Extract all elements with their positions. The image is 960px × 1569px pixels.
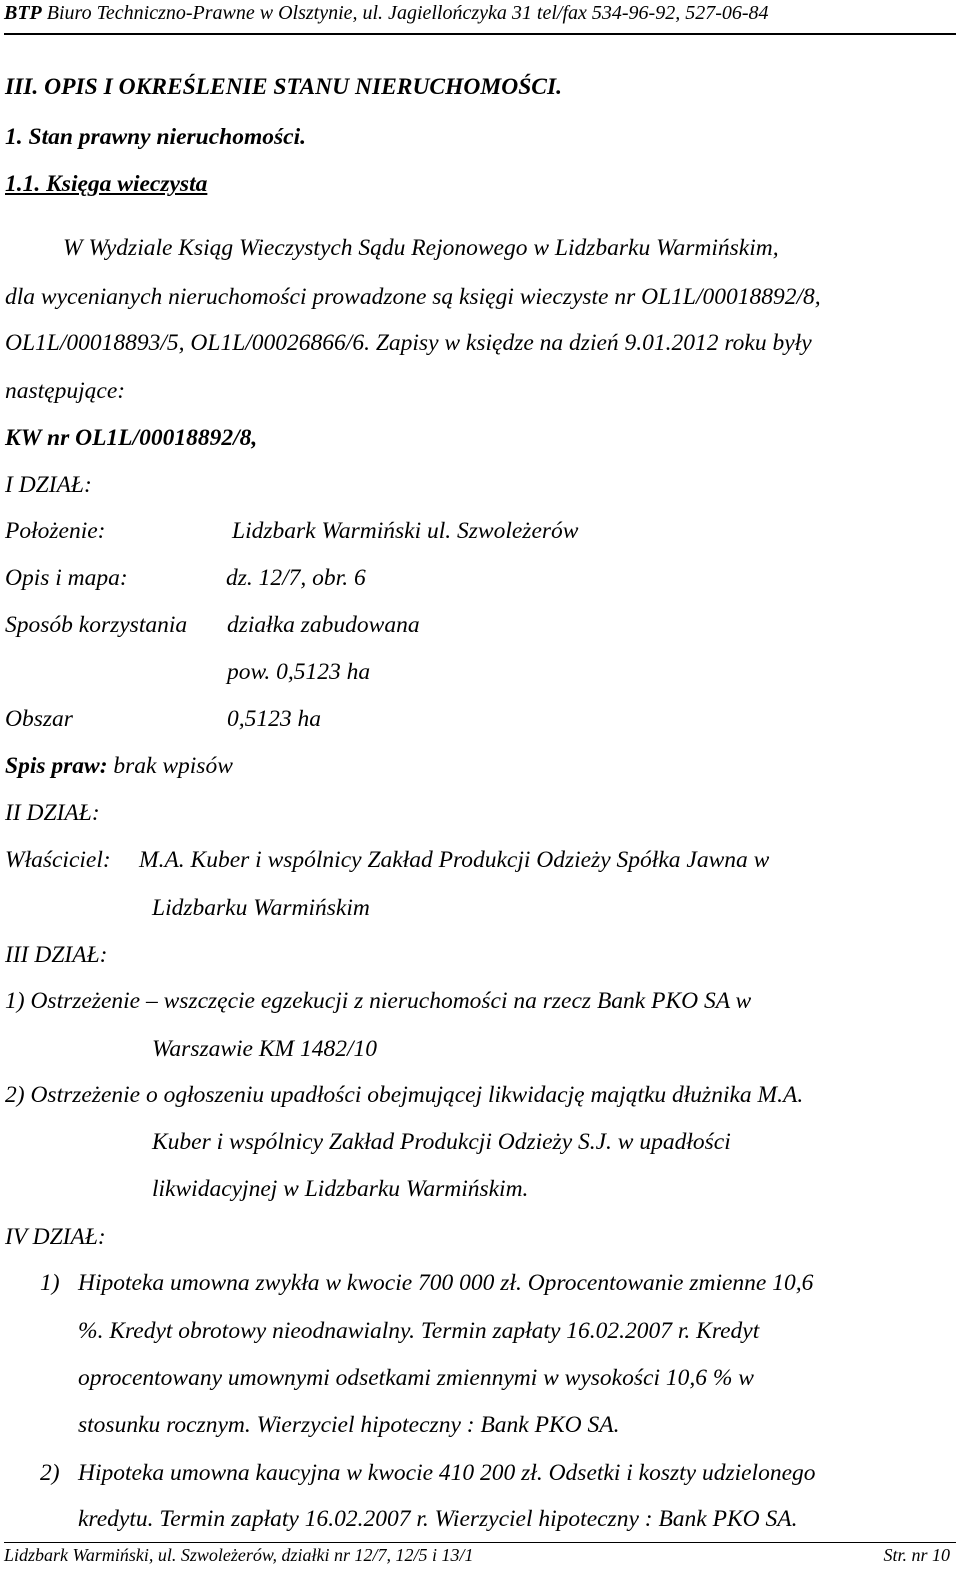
dzial3-title: III DZIAŁ: (5, 942, 108, 968)
kw-number: KW nr OL1L/00018892/8, (5, 425, 258, 451)
wlasciciel-line-1: M.A. Kuber i wspólnicy Zakład Produkcji Odzieży Spółka Jawna w (139, 847, 770, 873)
pow-value: pow. 0,5123 ha (227, 659, 371, 685)
dzial4-item1-line1: Hipoteka umowna zwykła w kwocie 700 000 zł. Oprocentowanie zmienne 10,6 (78, 1270, 814, 1296)
dzial4-item1-line2: %. Kredyt obrotowy nieodnawialny. Termin zapłaty 16.02.2007 r. Kredyt (78, 1318, 760, 1344)
dzial4-item2-line2: kredytu. Termin zapłaty 16.02.2007 r. Wierzyciel hipoteczny : Bank PKO SA. (78, 1506, 798, 1532)
polozenie-value: Lidzbark Warmiński ul. Szwoleżerów (232, 518, 579, 544)
spis-praw (5, 755, 233, 779)
dzial4-item1-line3: oprocentowany umownymi odsetkami zmiennymi w wysokości 10,6 % w (78, 1365, 754, 1391)
header-rule (4, 33, 956, 35)
subsection-title: 1. Stan prawny nieruchomości. (5, 124, 306, 150)
sposob-label: Sposób korzystania (5, 612, 188, 638)
dzial3-item1-line2: Warszawie KM 1482/10 (152, 1036, 378, 1062)
header-text: Biuro Techniczno-Prawne w Olsztynie, ul. Jagiellończyka 31 tel/fax 534-96-92, 527-06-84 (46, 2, 769, 24)
intro-line-1: W Wydziale Ksiąg Wieczystych Sądu Rejonowego w Lidzbarku Warmińskim, (63, 235, 779, 261)
spis-label: Spis praw: (5, 753, 108, 779)
intro-line-3: OL1L/00018893/5, OL1L/00026866/6. Zapisy w księdze na dzień 9.01.2012 roku były (5, 330, 812, 356)
opis-label: Opis i mapa: (5, 565, 128, 591)
header-brand: BTP (4, 2, 42, 24)
dzial3-item1-line1: 1) Ostrzeżenie – wszczęcie egzekucji z nieruchomości na rzecz Bank PKO SA w (5, 988, 752, 1014)
wlasciciel-label: Właściciel: (5, 847, 111, 873)
dzial3-item2-line1: 2) Ostrzeżenie o ogłoszeniu upadłości obejmującej likwidację majątku dłużnika M.A. (5, 1082, 804, 1108)
obszar-value: 0,5123 ha (227, 706, 321, 732)
polozenie-label: Położenie: (5, 518, 106, 544)
wlasciciel-line-2: Lidzbarku Warmińskim (152, 895, 370, 921)
sposob-value: działka zabudowana (227, 612, 420, 638)
section-title: III. OPIS I OKREŚLENIE STANU NIERUCHOMOŚCI. (5, 74, 562, 100)
dzial4-item1-line4: stosunku rocznym. Wierzyciel hipoteczny : Bank PKO SA. (78, 1412, 620, 1438)
dzial1-title: I DZIAŁ: (5, 472, 92, 498)
page-header (4, 2, 956, 25)
dzial4-item2-number: 2) (40, 1460, 60, 1486)
dzial3-item2-line2: Kuber i wspólnicy Zakład Produkcji Odzieży S.J. w upadłości (152, 1129, 731, 1155)
page-footer (4, 1545, 956, 1566)
footer-page-number: Str. nr 10 (883, 1545, 950, 1565)
dzial3-item2-line3: likwidacyjnej w Lidzbarku Warmińskim. (152, 1176, 529, 1202)
dzial4-item1-number: 1) (40, 1270, 60, 1296)
footer-left: Lidzbark Warmiński, ul. Szwoleżerów, działki nr 12/7, 12/5 i 13/1 (4, 1545, 474, 1565)
opis-value: dz. 12/7, obr. 6 (226, 565, 366, 591)
dzial4-item2-line1: Hipoteka umowna kaucyjna w kwocie 410 200 zł. Odsetki i koszty udzielonego (78, 1460, 816, 1486)
dzial2-title: II DZIAŁ: (5, 800, 100, 826)
intro-line-2: dla wycenianych nieruchomości prowadzone są księgi wieczyste nr OL1L/00018892/8, (5, 284, 821, 310)
spis-value: brak wpisów (113, 753, 233, 779)
intro-line-4: następujące: (5, 378, 126, 404)
obszar-label: Obszar (5, 706, 73, 732)
subsubsection-title: 1.1. Księga wieczysta (5, 171, 208, 197)
dzial4-title: IV DZIAŁ: (5, 1224, 106, 1250)
footer-rule (4, 1542, 956, 1543)
